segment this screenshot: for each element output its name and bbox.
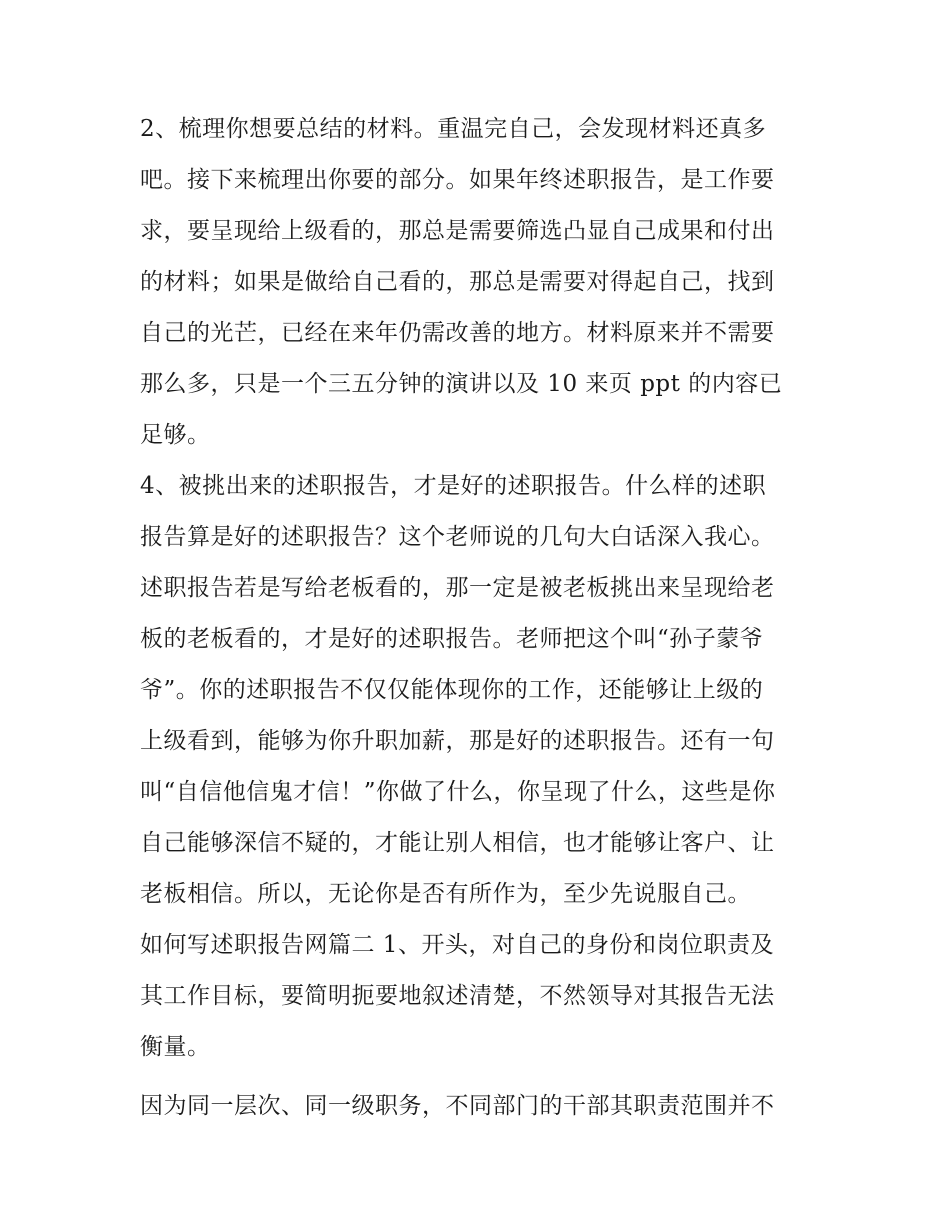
text-line: 上级看到，能够为你升职加薪，那是好的述职报告。还有一句 xyxy=(140,728,775,754)
text-line: 的材料；如果是做给自己看的，那总是需要对得起自己，找到 xyxy=(140,269,775,295)
text-line: 老板相信。所以，无论你是否有所作为，至少先说服自己。 xyxy=(140,881,751,907)
text-line: 其工作目标，要简明扼要地叙述清楚，不然领导对其报告无法 xyxy=(140,983,775,1009)
text-line: 因为同一层次、同一级职务，不同部门的干部其职责范围并不 xyxy=(140,1093,775,1119)
paragraph-opening xyxy=(140,920,820,1073)
text-line: 自己的光芒，已经在来年仍需改善的地方。材料原来并不需要 xyxy=(140,320,775,346)
text-line: 报告算是好的述职报告？这个老师说的几句大白话深入我心。 xyxy=(140,524,775,550)
text-line: 述职报告若是写给老板看的，那一定是被老板挑出来呈现给老 xyxy=(140,575,775,601)
text-line: 爷”。你的述职报告不仅仅能体现你的工作，还能够让上级的 xyxy=(140,677,764,703)
paragraph-good-report xyxy=(140,461,820,920)
text-line: 足够。 xyxy=(140,422,211,448)
text-line: 求，要呈现给上级看的，那总是需要筛选凸显自己成果和付出 xyxy=(140,218,775,244)
paragraph-spacer xyxy=(140,1073,820,1081)
text-line: 板的老板看的，才是好的述职报告。老师把这个叫“孙子蒙爷 xyxy=(140,626,764,652)
text-line: 自己能够深信不疑的，才能让别人相信，也才能够让客户、让 xyxy=(140,830,775,856)
text-line: 吧。接下来梳理出你要的部分。如果年终述职报告，是工作要 xyxy=(140,167,775,193)
text-line: 那么多，只是一个三五分钟的演讲以及 10 来页 ppt 的内容已 xyxy=(140,371,783,397)
text-line: 衡量。 xyxy=(140,1034,211,1060)
text-line: 2、梳理你想要总结的材料。重温完自己，会发现材料还真多 xyxy=(140,116,767,142)
text-line: 叫“自信他信鬼才信！”你做了什么，你呈现了什么，这些是你 xyxy=(140,779,776,805)
document-body xyxy=(140,104,820,1132)
text-line: 如何写述职报告网篇二 1、开头，对自己的身份和岗位职责及 xyxy=(140,932,774,958)
paragraph-scope xyxy=(140,1081,820,1132)
text-line: 4、被挑出来的述职报告，才是好的述职报告。什么样的述职 xyxy=(140,473,767,499)
paragraph-materials xyxy=(140,104,820,461)
